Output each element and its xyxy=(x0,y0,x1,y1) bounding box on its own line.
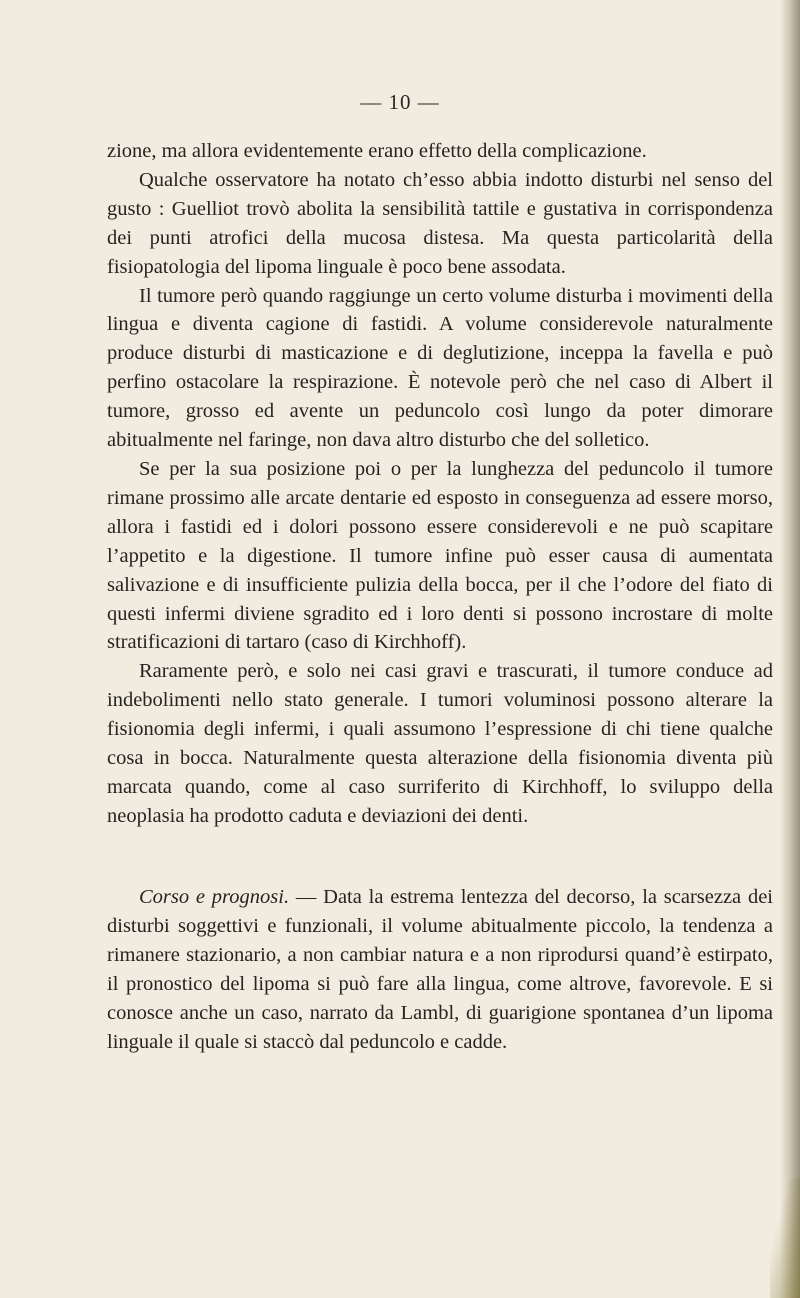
paragraph: Se per la sua posizione poi o per la lunghezza del peduncolo il tumore rimane prossimo alle arcate dentarie ed esposto in conseguenza ad essere morso, allora i fastidi ed i dolori possono essere considerevoli e ne può scapitare l’appetito e la digestione. Il tumore infine può esser causa di aumentata salivazione e di insufficiente pulizia della bocca, per il che l’odore del fiato di questi infermi diviene sgradito ed i loro denti si possono incrostare di molte stratificazioni di tartaro (caso di Kirchhoff). xyxy=(107,457,773,654)
paragraph: Qualche osservatore ha notato ch’esso abbia indotto disturbi nel senso del gusto : Guelliot trovò abolita la sensibilità tattile e gustativa in corrispondenza dei punti atrofici della mucosa distesa. Ma questa particolarità della fisiopatologia del lipoma linguale è poco bene assodata. xyxy=(107,168,773,278)
paragraph: Raramente però, e solo nei casi gravi e trascurati, il tumore conduce ad indebolimenti nello stato generale. I tumori voluminosi possono alterare la fisionomia degli infermi, i quali assumono l’espressione di chi tiene qualche cosa in bocca. Naturalmente questa alterazione della fisionomia diventa più marcata quando, come al caso surriferito di Kirchhoff, lo sviluppo della neoplasia ha prodotto caduta e deviazioni dei denti. xyxy=(107,660,773,827)
paragraph: Il tumore però quando raggiunge un certo volume disturba i movimenti della lingua e diventa cagione di fastidi. A volume considerevole naturalmente produce disturbi di masticazione e di deglutizione, inceppa la favella e può perfino ostacolare la respirazione. È notevole però che nel caso di Albert il tumore, grosso ed avente un peduncolo così lungo da poter dimorare abitualmente nel faringe, non dava altro disturbo che del solletico. xyxy=(107,284,773,452)
paragraph: zione, ma allora evidentemente erano effetto della complicazione. xyxy=(107,140,647,162)
section-paragraph xyxy=(107,883,773,1056)
page-number: — 10 — xyxy=(360,90,440,114)
page-corner-stain xyxy=(770,1178,800,1298)
section-body: — Data la estrema lentezza del decorso, la scarsezza dei disturbi soggettivi e funzionali, il volume abitualmente piccolo, la tendenza a rimanere stazionario, a non cambiar natura e a non riprodursi quand’è estirpato, il pronostico del lipoma si può fare alla lingua, come altrove, favorevole. E si conosce anche un caso, narrato da Lambl, di guarigione spontanea d’un lipoma linguale il quale si staccò dal peduncolo e cadde. xyxy=(107,886,773,1053)
section-heading: Corso e prognosi. xyxy=(139,886,290,908)
page-edge-shadow xyxy=(780,0,800,1298)
body-text xyxy=(107,137,773,831)
section-corso-prognosi xyxy=(107,883,773,1056)
